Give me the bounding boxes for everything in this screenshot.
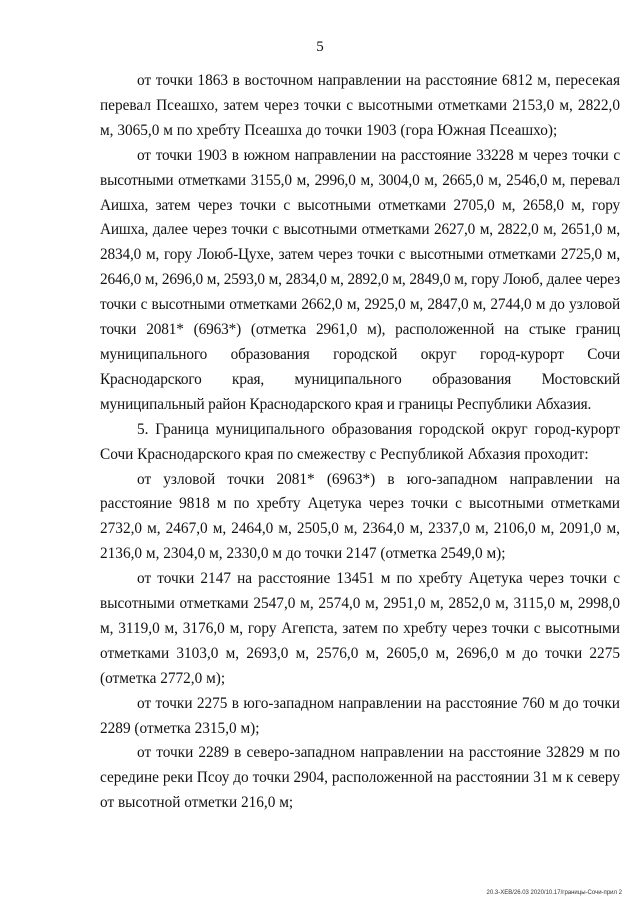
paragraph-point-2275: от точки 2275 в юго-западном направлении на расстояние 760 м до точки 2289 (отметка 2315,0 м); <box>100 694 620 737</box>
document-body <box>100 69 620 816</box>
paragraph-point-2289: от точки 2289 в северо-западном направлении на расстояние 32829 м по середине реки Псоу до точки 2904, расположенной на расстоянии 31 м к северу от высотной отметки 216,0 м; <box>100 744 620 812</box>
paragraph-section-5-heading: 5. Граница муниципального образования городской округ город-курорт Сочи Краснодарского края по смежеству с Республикой Абхазия проходит: <box>100 420 620 463</box>
paragraph-point-1903: от точки 1903 в южном направлении на расстояние 33228 м через точки с высотными отметками 3155,0 м, 2996,0 м, 3004,0 м, 2665,0 м, 2546,0 м, перевал Аишха, затем через точки с высотными отметками 2705,0 м, 2658,0 м, гору Аишха, далее через точки с высотными отметками 2627,0 м, 2822,0 м, 2651,0 м, 2834,0 м, гору Лоюб-Цухе, затем через точки с высотными отметками 2725,0 м, 2646,0 м, 2696,0 м, 2593,0 м, 2834,0 м, 2892,0 м, 2849,0 м, гору Лоюб, далее через точки с высотными отметками 2662,0 м, 2925,0 м, 2847,0 м, 2744,0 м до узловой точки 2081* (6963*) (отметка 2961,0 м), расположенной на стыке границ муниципального образования городской округ город-курорт Сочи Краснодарского края, муниципального образования Мостовский муниципальный район Краснодарского края и границы Республики Абхазия. <box>100 146 620 413</box>
paragraph-point-2081: от узловой точки 2081* (6963*) в юго-западном направлении на расстояние 9818 м по хребту Ацетука через точки с высотными отметками 2732,0 м, 2467,0 м, 2464,0 м, 2505,0 м, 2364,0 м, 2337,0 м, 2106,0 м, 2091,0 м, 2136,0 м, 2304,0 м, 2330,0 м до точки 2147 (отметка 2549,0 м); <box>100 470 620 563</box>
page-number: 5 <box>316 39 324 55</box>
paragraph-point-2147: от точки 2147 на расстояние 13451 м по хребту Ацетука через точки с высотными отметками 2547,0 м, 2574,0 м, 2951,0 м, 2852,0 м, 3115,0 м, 2998,0 м, 3119,0 м, 3176,0 м, гору Агепста, затем по хребту через точки с высотными отметками 3103,0 м, 2693,0 м, 2576,0 м, 2605,0 м, 2696,0 м до точки 2275 (отметка 2772,0 м); <box>100 570 620 687</box>
footer-file-reference: 20.3-ХЕВ/26.03 2020/10.17/границы-Сочи-прил 2 <box>486 890 622 896</box>
paragraph-point-1863: от точки 1863 в восточном направлении на расстояние 6812 м, пересекая перевал Псеашхо, затем через точки с высотными отметками 2153,0 м, 2822,0 м, 3065,0 м по хребту Псеашха до точки 1903 (гора Южная Псеашхо); <box>100 72 620 139</box>
